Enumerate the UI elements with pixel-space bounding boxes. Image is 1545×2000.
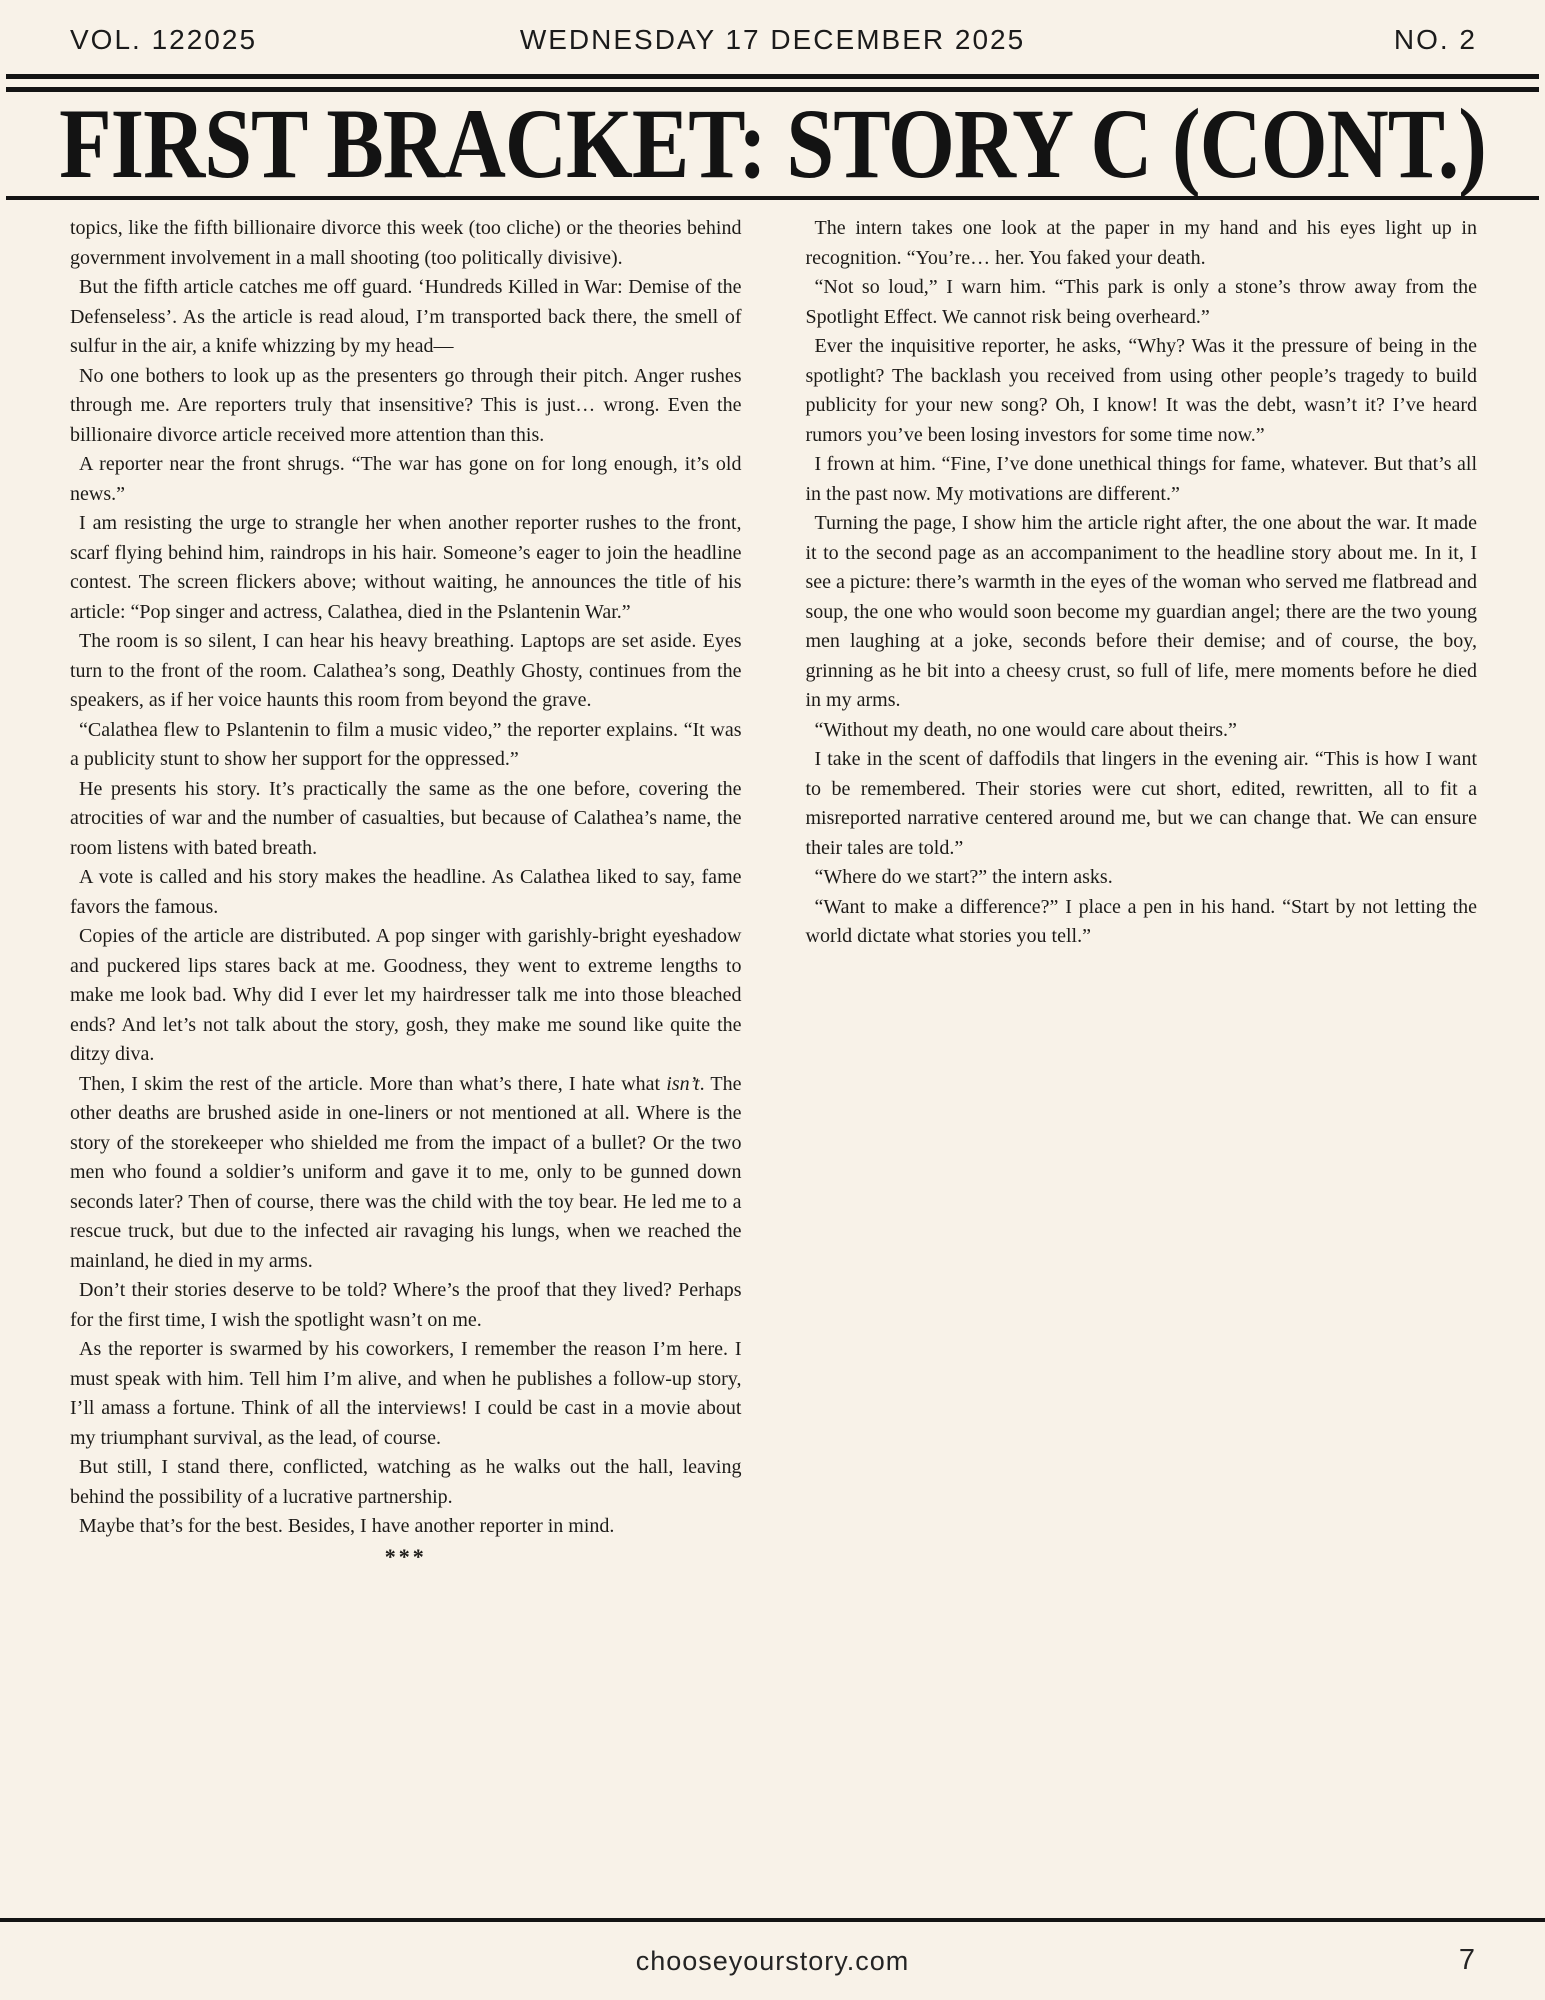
article-paragraph: “Without my death, no one would care about theirs.”: [814, 718, 1237, 741]
article-paragraph: He presents his story. It’s practically the same as the one before, covering the atrocities of war and the number of casualties, but because of Calathea’s name, the room listens with bated breath.: [70, 777, 742, 859]
article-paragraph: A vote is called and his story makes the headline. As Calathea liked to say, fame favors the famous.: [70, 866, 742, 918]
right-column: [806, 214, 1478, 1571]
masthead-volume: VOL. 122025: [70, 24, 258, 55]
page-footer: [0, 1918, 1545, 2000]
headline-row: [0, 87, 1545, 199]
article-body: [0, 200, 1545, 1571]
article-paragraph: Maybe that’s for the best. Besides, I have another reporter in mind.: [79, 1515, 615, 1537]
paragraph-segment: . The other deaths are brushed aside in one-liners or not mentioned at all. Where is the story of the storekeeper who shielded me from the impact of a bullet? Or the two men who found a soldier’s uniform and gave it to me, only to be gunned down seconds later? Then of course, there was the child with the toy bear. He led me to a rescue truck, but due to the infected air ravaging his lungs, when we reached the mainland, he died in my arms.: [70, 1072, 742, 1272]
paragraph-italic-segment: isn’t: [666, 1072, 700, 1095]
section-end-separator: ***: [384, 1543, 427, 1569]
left-column: [70, 214, 742, 1571]
paragraph-segment: Then, I skim the rest of the article. More than what’s there, I hate what: [79, 1072, 667, 1095]
article-paragraph: As the reporter is swarmed by his coworkers, I remember the reason I’m here. I must speak with him. Tell him I’m alive, and when he publishes a follow-up story, I’ll amass a fortune. Think of all the interviews! I could be cast in a movie about my triumphant survival, as the lead, of course.: [70, 1338, 742, 1449]
article-paragraph: The room is so silent, I can hear his heavy breathing. Laptops are set aside. Eyes turn to the front of the room. Calathea’s song, Deathly Ghosty, continues from the speakers, as if her voice haunts this room from beyond the grave.: [70, 630, 742, 711]
article-paragraph: A reporter near the front shrugs. “The war has gone on for long enough, it’s old news.”: [70, 453, 742, 505]
article-paragraph: But still, I stand there, conflicted, watching as he walks out the hall, leaving behind the possibility of a lucrative partnership.: [70, 1456, 742, 1508]
footer-site-url: chooseyourstory.com: [635, 1946, 910, 1976]
article-paragraph: Ever the inquisitive reporter, he asks, “Why? Was it the pressure of being in the spotlight? The backlash you received from using other people’s tragedy to build publicity for your new song? Oh, I know! It was the debt, wasn’t it? I’ve heard rumors you’ve been losing investors for some time now.”: [805, 335, 1477, 446]
article-paragraph: But the fifth article catches me off guard. ‘Hundreds Killed in War: Demise of the Defenseless’. As the article is read aloud, I’m transported back there, the smell of sulfur in the air, a knife whizzing by my head—: [70, 276, 742, 357]
article-paragraph: “Want to make a difference?” I place a pen in his hand. “Start by not letting the world dictate what stories you tell.”: [805, 895, 1477, 947]
page-headline: FIRST BRACKET: STORY C (CONT.): [59, 87, 1486, 199]
masthead: [0, 0, 1545, 58]
article-paragraph: [70, 1070, 742, 1277]
footer-page-number: 7: [1458, 1944, 1475, 1976]
article-paragraph: I take in the scent of daffodils that lingers in the evening air. “This is how I want to be remembered. Their stories were cut short, edited, rewritten, all to fit a misreported narrative centered around me, but we can change that. We can ensure their tales are told.”: [805, 748, 1477, 859]
footer-row: [0, 1922, 1545, 2000]
article-paragraph: Don’t their stories deserve to be told? Where’s the proof that they lived? Perhaps for the first time, I wish the spotlight wasn’t on me.: [70, 1279, 742, 1331]
article-paragraph: “Where do we start?” the intern asks.: [814, 866, 1113, 888]
masthead-issue: NO. 2: [1393, 24, 1477, 55]
article-paragraph: I frown at him. “Fine, I’ve done unethical things for fame, whatever. But that’s all in the past now. My motivations are different.”: [805, 453, 1477, 505]
article-paragraph: “Not so loud,” I warn him. “This park is only a stone’s throw away from the Spotlight Effect. We cannot risk being overheard.”: [805, 276, 1477, 328]
article-paragraph: Copies of the article are distributed. A pop singer with garishly-bright eyeshadow and puckered lips stares back at me. Goodness, they went to extreme lengths to make me look bad. Why did I ever let my hairdresser talk me into those bleached ends? And let’s not talk about the story, gosh, they make me sound like quite the ditzy diva.: [70, 925, 742, 1065]
article-paragraph: The intern takes one look at the paper in my hand and his eyes light up in recognition. “You’re… her. You faked your death.: [805, 217, 1477, 269]
article-paragraph: I am resisting the urge to strangle her when another reporter rushes to the front, scarf flying behind him, raindrops in his hair. Someone’s eager to join the headline contest. The screen flickers above; without waiting, he announces the title of his article: “Pop singer and actress, Calathea, died in the Pslantenin War.”: [70, 512, 742, 623]
article-paragraph: No one bothers to look up as the presenters go through their pitch. Anger rushes through me. Are reporters truly that insensitive? This is just… wrong. Even the billionaire divorce article received more attention than this.: [70, 364, 742, 446]
masthead-date: WEDNESDAY 17 DECEMBER 2025: [519, 24, 1026, 55]
article-paragraph: Turning the page, I show him the article right after, the one about the war. It made it to the second page as an accompaniment to the headline story about me. In it, I see a picture: there’s warmth in the eyes of the woman who served me flatbread and soup, the one who would soon become my guardian angel; there are the two young men laughing at a joke, seconds before their demise; and of course, the boy, grinning as he bit into a cheesy crust, so full of life, mere moments before he died in my arms.: [805, 512, 1477, 711]
article-paragraph: topics, like the fifth billionaire divorce this week (too cliche) or the theories behind government involvement in a mall shooting (too politically divisive).: [70, 217, 742, 269]
article-paragraph: “Calathea flew to Pslantenin to film a music video,” the reporter explains. “It was a publicity stunt to show her support for the oppressed.”: [70, 718, 742, 770]
